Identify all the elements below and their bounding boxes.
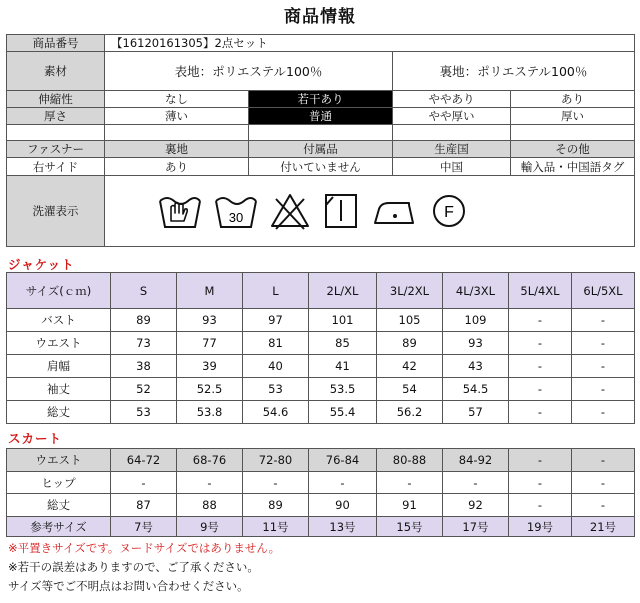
cell: 40 xyxy=(243,355,309,378)
washing-symbols xyxy=(105,176,635,247)
cell: 87 xyxy=(111,494,177,517)
size-col: M xyxy=(177,273,243,309)
thickness-option: 薄い xyxy=(105,108,249,125)
empty-cell xyxy=(393,125,511,141)
note-line: ※平置きサイズです。ヌードサイズではありません。 xyxy=(8,541,281,555)
cell: 89 xyxy=(111,309,177,332)
thickness-option-selected: 普通 xyxy=(249,108,393,125)
notes xyxy=(8,539,280,596)
table-row xyxy=(7,494,635,517)
product-number-label: 商品番号 xyxy=(7,35,105,52)
cell: 52.5 xyxy=(177,378,243,401)
cell: 77 xyxy=(177,332,243,355)
cell: 38 xyxy=(111,355,177,378)
cell: 11号 xyxy=(243,517,309,537)
table-row xyxy=(7,355,635,378)
fastener-label: ファスナー xyxy=(7,141,105,158)
stretch-option: あり xyxy=(511,91,635,108)
cell: - xyxy=(572,332,635,355)
cell: - xyxy=(509,355,572,378)
line-dry-icon xyxy=(321,191,361,231)
cell: 41 xyxy=(309,355,377,378)
cell: 89 xyxy=(377,332,443,355)
size-header: サイズ(ｃｍ) xyxy=(7,273,111,309)
table-row xyxy=(7,449,635,472)
note-line: ※若干の誤差はありますので、ご了承ください。 xyxy=(8,560,259,574)
lining-material: 裏地：ポリエステル100％ xyxy=(393,52,635,91)
product-info-table xyxy=(6,34,635,247)
thickness-option: やや厚い xyxy=(393,108,511,125)
cell: 91 xyxy=(377,494,443,517)
cell: 39 xyxy=(177,355,243,378)
cell: 13号 xyxy=(309,517,377,537)
cell: - xyxy=(509,309,572,332)
cell: 53 xyxy=(111,401,177,424)
cell: - xyxy=(443,472,509,494)
cell: 101 xyxy=(309,309,377,332)
cell: 85 xyxy=(309,332,377,355)
cell: 53.8 xyxy=(177,401,243,424)
cell: 54.5 xyxy=(443,378,509,401)
no-bleach-icon xyxy=(269,191,311,231)
empty-cell xyxy=(7,125,105,141)
cell: 88 xyxy=(177,494,243,517)
cell: 76-84 xyxy=(309,449,377,472)
cell: 52 xyxy=(111,378,177,401)
size-col: 6L/5XL xyxy=(572,273,635,309)
row-label: ウエスト xyxy=(7,449,111,472)
cell: 55.4 xyxy=(309,401,377,424)
cell: - xyxy=(572,309,635,332)
origin-value: 中国 xyxy=(393,158,511,176)
cell: 9号 xyxy=(177,517,243,537)
table-row xyxy=(7,309,635,332)
cell: 7号 xyxy=(111,517,177,537)
cell: 109 xyxy=(443,309,509,332)
cell: 92 xyxy=(443,494,509,517)
cell: - xyxy=(572,449,635,472)
cell: 105 xyxy=(377,309,443,332)
stretch-option: なし xyxy=(105,91,249,108)
row-label: 総丈 xyxy=(7,401,111,424)
jacket-size-table xyxy=(6,272,635,424)
accessories-header: 付属品 xyxy=(249,141,393,158)
empty-cell xyxy=(105,125,249,141)
table-row xyxy=(7,332,635,355)
cell: - xyxy=(509,472,572,494)
other-header: その他 xyxy=(511,141,635,158)
lining-value: あり xyxy=(105,158,249,176)
cell: 90 xyxy=(309,494,377,517)
cell: 73 xyxy=(111,332,177,355)
table-row xyxy=(7,472,635,494)
cell: 19号 xyxy=(509,517,572,537)
row-label: 肩幅 xyxy=(7,355,111,378)
cell: 68-76 xyxy=(177,449,243,472)
row-label: ヒップ xyxy=(7,472,111,494)
cell: - xyxy=(509,494,572,517)
cell: 43 xyxy=(443,355,509,378)
cell: 72-80 xyxy=(243,449,309,472)
front-material: 表地：ポリエステル100％ xyxy=(105,52,393,91)
cell: 93 xyxy=(177,309,243,332)
cell: 54 xyxy=(377,378,443,401)
reference-size-row xyxy=(7,517,635,537)
stretch-option-selected: 若干あり xyxy=(249,91,393,108)
low-iron-icon xyxy=(371,191,419,231)
cell: 42 xyxy=(377,355,443,378)
skirt-section-label: スカート xyxy=(8,431,63,446)
ref-size-label: 参考サイズ xyxy=(7,517,111,537)
cell: - xyxy=(509,378,572,401)
cell: 53 xyxy=(243,378,309,401)
accessories-value: 付いていません xyxy=(249,158,393,176)
thickness-option: 厚い xyxy=(511,108,635,125)
cell: - xyxy=(572,494,635,517)
table-row xyxy=(7,378,635,401)
row-label: ウエスト xyxy=(7,332,111,355)
cell: 97 xyxy=(243,309,309,332)
cell: - xyxy=(377,472,443,494)
size-col: 4L/3XL xyxy=(443,273,509,309)
cell: 53.5 xyxy=(309,378,377,401)
size-col: L xyxy=(243,273,309,309)
cell: - xyxy=(509,401,572,424)
size-col: S xyxy=(111,273,177,309)
cell: 21号 xyxy=(572,517,635,537)
cell: - xyxy=(572,355,635,378)
size-col: 5L/4XL xyxy=(509,273,572,309)
cell: 54.6 xyxy=(243,401,309,424)
cell: 56.2 xyxy=(377,401,443,424)
dry-clean-letter: F xyxy=(444,204,454,221)
row-label: 総丈 xyxy=(7,494,111,517)
cell: - xyxy=(572,401,635,424)
cell: 84-92 xyxy=(443,449,509,472)
cell: - xyxy=(572,378,635,401)
origin-header: 生産国 xyxy=(393,141,511,158)
jacket-header-row xyxy=(7,273,635,309)
stretch-label: 伸縮性 xyxy=(7,91,105,108)
other-value: 輸入品・中国語タグ xyxy=(511,158,635,176)
cell: 15号 xyxy=(377,517,443,537)
stretch-option: ややあり xyxy=(393,91,511,108)
cell: - xyxy=(509,332,572,355)
page-title: 商品情報 xyxy=(284,7,356,27)
hand-wash-icon xyxy=(157,191,203,231)
cell: 64-72 xyxy=(111,449,177,472)
cell: 17号 xyxy=(443,517,509,537)
row-label: 袖丈 xyxy=(7,378,111,401)
cell: 81 xyxy=(243,332,309,355)
thickness-label: 厚さ xyxy=(7,108,105,125)
cell: - xyxy=(509,449,572,472)
cell: - xyxy=(309,472,377,494)
cell: - xyxy=(177,472,243,494)
table-row xyxy=(7,401,635,424)
washing-label: 洗濯表示 xyxy=(7,176,105,247)
empty-cell xyxy=(249,125,393,141)
row-label: バスト xyxy=(7,309,111,332)
cell: 57 xyxy=(443,401,509,424)
cell: - xyxy=(243,472,309,494)
size-col: 3L/2XL xyxy=(377,273,443,309)
product-number-value: 【16120161305】2点セット xyxy=(105,35,635,52)
dry-clean-f-icon xyxy=(429,191,469,231)
cell: - xyxy=(572,472,635,494)
size-col: 2L/XL xyxy=(309,273,377,309)
cell: 93 xyxy=(443,332,509,355)
wash-temp-text: 30 xyxy=(228,210,244,225)
cell: 80-88 xyxy=(377,449,443,472)
empty-cell xyxy=(511,125,635,141)
fastener-value: 右サイド xyxy=(7,158,105,176)
note-line: サイズ等でご不明点はお問い合わせください。 xyxy=(8,579,249,593)
cell: - xyxy=(111,472,177,494)
cell: 89 xyxy=(243,494,309,517)
wash-30-icon xyxy=(213,191,259,231)
lining-header: 裏地 xyxy=(105,141,249,158)
jacket-section-label: ジャケット xyxy=(8,257,75,272)
skirt-size-table xyxy=(6,448,635,537)
material-label: 素材 xyxy=(7,52,105,91)
